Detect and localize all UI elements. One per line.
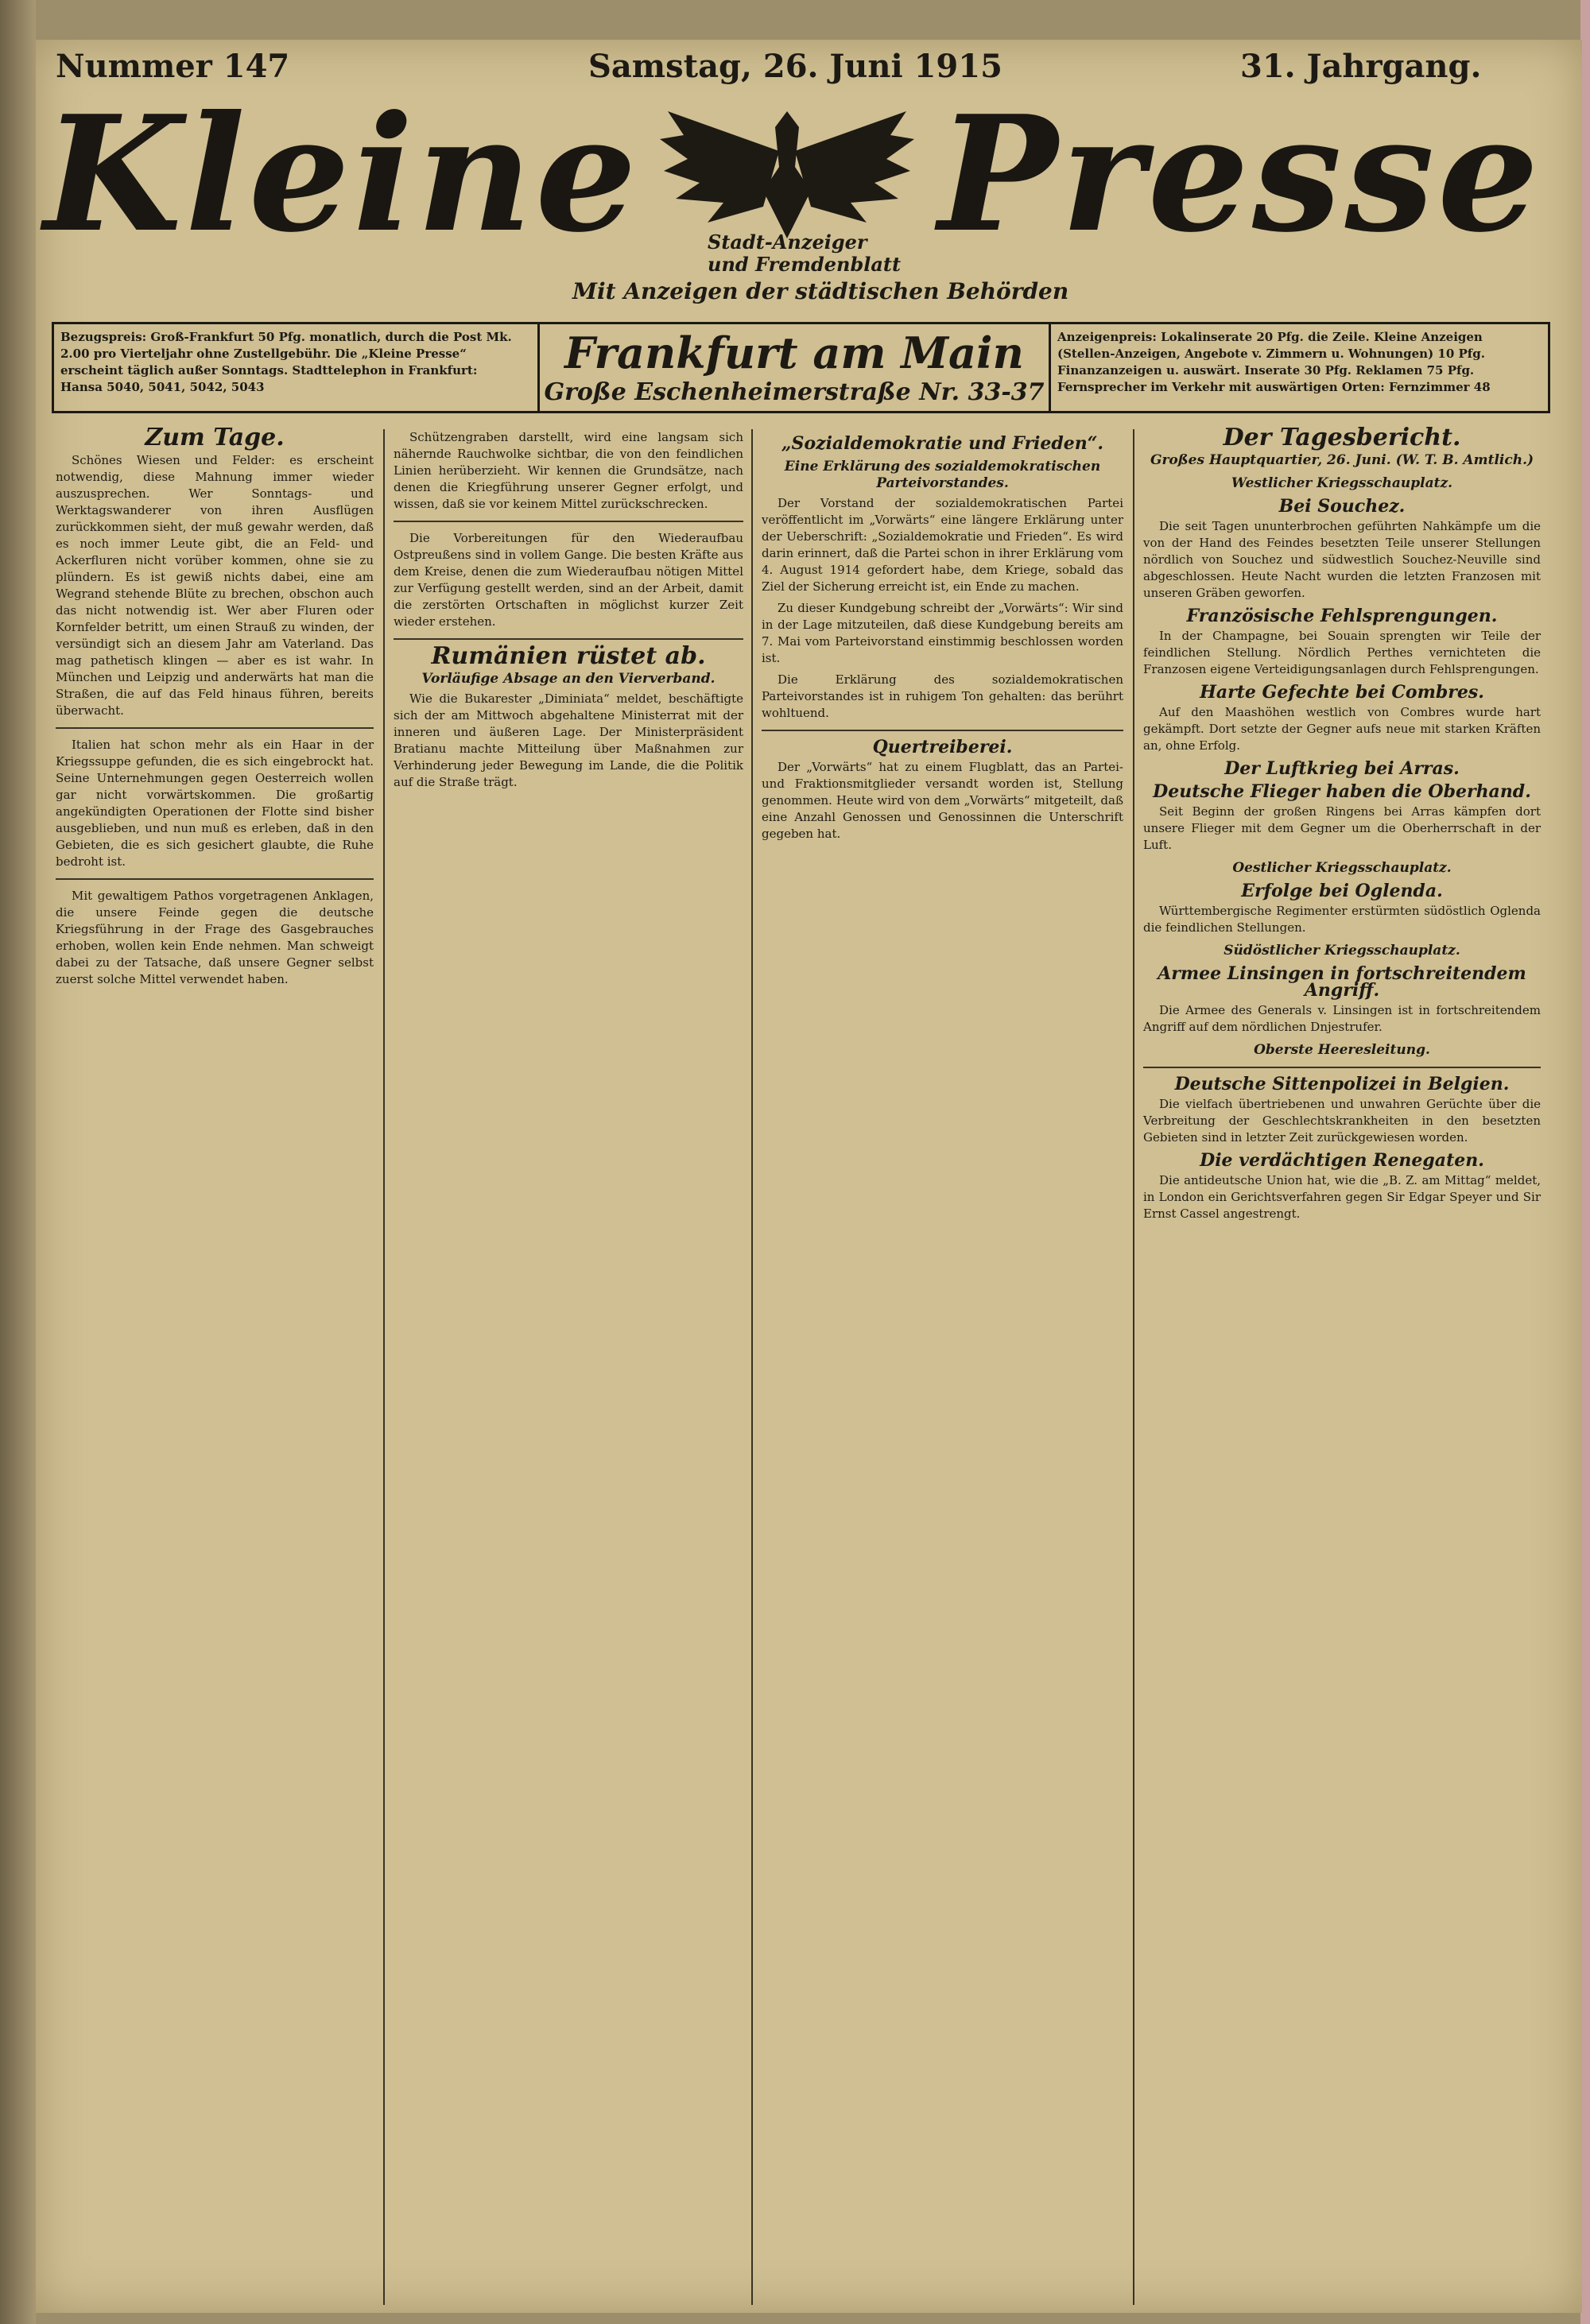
- article-paragraph: Der „Vorwärts“ hat zu einem Flugblatt, das an Partei- und Fraktionsmitglieder versandt worden ist, Stellung genommen. Heute wird von dem „Vorwärts“ mitgeteilt, daß eine Anzahl Genossen und Genossinnen die Unterschrift gegeben hat.: [762, 760, 1123, 841]
- divider: [1143, 1067, 1541, 1068]
- article-paragraph: Auf den Maashöhen westlich von Combres wurde hart gekämpft. Dort setzte der Gegner aufs neue mit starken Kräften an, ohne Erfolg.: [1143, 705, 1541, 753]
- article-subheading: Deutsche Flieger haben die Oberhand.: [1153, 781, 1531, 802]
- article-paragraph: Die antideutsche Union hat, wie die „B. Z. am Mittag“ meldet, in London ein Gerichtsverfahren gegen Sir Edgar Speyer und Sir Ernst Cassel angestrengt.: [1143, 1173, 1541, 1221]
- article-heading: „Sozialdemokratie und Frieden“.: [781, 433, 1104, 454]
- subtitle-stadt-anzeiger: Stadt-Anzeiger: [708, 230, 867, 254]
- title-left: Kleine: [44, 81, 640, 268]
- article-paragraph: Italien hat schon mehr als ein Haar in der Kriegssuppe gefunden, die es sich eingebrockt hat. Seine Unternehmungen gegen Oesterreich wollen gar nicht vorwärtskommen. Die großartig angekündigten Operationen der Flotte sind bisher ausgeblieben, und nun muß es erleben, daß in den Gebieten, die es sich gesichert glaubte, die Ruhe bedroht ist.: [56, 738, 374, 869]
- divider: [394, 638, 743, 640]
- scan-left-edge: [0, 0, 36, 2324]
- article-paragraph: Die Armee des Generals v. Linsingen ist in fortschreitendem Angriff auf dem nördlichen Dnjestrufer.: [1143, 1003, 1541, 1034]
- article-paragraph: Die seit Tagen ununterbrochen geführten Nahkämpfe um die von der Hand des Feindes besetzten Teile unserer Stellungen nördlich von Souchez und südwestlich Souchez-Neuville sind abgeschlossen. Heute Nacht wurden die letzten Franzosen mit unseren Gräben geworfen.: [1143, 519, 1541, 600]
- article-subheading: Harte Gefechte bei Combres.: [1200, 682, 1484, 703]
- office-address: Große Eschenheimerstraße Nr. 33-37: [544, 378, 1045, 406]
- article-heading: Die verdächtigen Renegaten.: [1200, 1150, 1484, 1171]
- article-paragraph: Schützengraben darstellt, wird eine langsam sich nähernde Rauchwolke sichtbar, die von den feindlichen Linien herüberzieht. Wir kennen die Grundsätze, nach denen die Kriegführung unserer Gegner erfolgt, und wissen, daß sie vor keinem Mittel zurückschrecken.: [394, 430, 743, 511]
- subscription-info: Bezugspreis: Groß-Frankfurt 50 Pfg. monatlich, durch die Post Mk. 2.00 pro Vierteljahr ohne Zustellgebühr. Die „Kleine Presse“ erscheint täglich außer Sonntags. Stadttelephon in Frankfurt: Hansa 5040, 5041, 5042, 5043: [60, 330, 512, 394]
- divider: [762, 730, 1123, 731]
- advertising-info: Anzeigenpreis: Lokalinserate 20 Pfg. die Zeile. Kleine Anzeigen (Stellen-Anzeigen, Angebote v. Zimmern u. Wohnungen) 10 Pfg. Finanzanzeigen u. auswärt. Inserate 30 Pfg. Reklamen 75 Pfg. Fernsprecher im Verkehr mit auswärtigen Orten: Fernzimmer 48: [1057, 330, 1491, 394]
- article-paragraph: Die vielfach übertriebenen und unwahren Gerüchte über die Verbreitung der Geschlechtskrankheiten in den besetzten Gebieten sind in letzter Zeit zurückgewiesen worden.: [1143, 1097, 1541, 1145]
- signature: Oberste Heeresleitung.: [1254, 1042, 1430, 1058]
- column-rule: [383, 429, 385, 2305]
- article-subheading: Erfolge bei Oglenda.: [1241, 881, 1443, 901]
- article-heading: Der Tagesbericht.: [1223, 424, 1461, 451]
- column-4: [1143, 424, 1541, 1227]
- article-paragraph: Der Vorstand der sozialdemokratischen Partei veröffentlicht im „Vorwärts“ eine längere Erklärung unter der Ueberschrift: „Sozialdemokratie und Frieden“. Es wird darin erinnert, daß die Partei schon in ihrer Erklärung vom 4. August 1914 gefordert habe, dem Kriege, sobald das Ziel der Sicherung erreicht ist, ein Ende zu machen.: [762, 496, 1123, 594]
- article-paragraph: In der Champagne, bei Souain sprengten wir Teile der feindlichen Stellung. Nördlich Perthes vernichteten die Franzosen eigene Verteidigungsanlagen durch Fehlsprengungen.: [1143, 629, 1541, 676]
- city-box: [537, 324, 1051, 411]
- article-heading: Quertreiberei.: [872, 737, 1013, 757]
- article-paragraph: Zu dieser Kundgebung schreibt der „Vorwärts“: Wir sind in der Lage mitzuteilen, daß diese Kundgebung bereits am 7. Mai vom Parteivorstand einstimmig beschlossen worden ist.: [762, 601, 1123, 665]
- divider: [56, 727, 374, 729]
- volume-number: 31. Jahrgang.: [1240, 48, 1482, 85]
- issue-number: Nummer 147: [56, 48, 290, 85]
- subtitle-behoerden: Mit Anzeigen der städtischen Behörden: [572, 278, 1069, 304]
- column-rule: [751, 429, 753, 2305]
- section-heading: Westlicher Kriegsschauplatz.: [1231, 475, 1453, 491]
- issue-date: Samstag, 26. Juni 1915: [588, 48, 1002, 85]
- divider: [394, 521, 743, 522]
- city-name: Frankfurt am Main: [564, 327, 1024, 378]
- dateline: Großes Hauptquartier, 26. Juni. (W. T. B. Amtlich.): [1150, 452, 1534, 468]
- article-heading: Deutsche Sittenpolizei in Belgien.: [1174, 1074, 1510, 1094]
- article-heading: Zum Tage.: [145, 424, 285, 451]
- info-bar: [52, 322, 1550, 413]
- section-heading: Südöstlicher Kriegsschauplatz.: [1224, 943, 1460, 959]
- column-2: [394, 429, 743, 796]
- article-paragraph: Die Erklärung des sozialdemokratischen Parteivorstandes ist in ruhigem Ton gehalten: das berührt wohltuend.: [762, 672, 1123, 720]
- article-paragraph: Schönes Wiesen und Felder: es erscheint notwendig, diese Mahnung immer wieder auszusprechen. Wer Sonntags- und Werktagswanderer von ihren Ausflügen zurückkommen sieht, der muß gewahr werden, daß es noch immer Leute gibt, die an Feld- und Ackerfluren nicht vorüber kommen, ohne sie zu plündern. Es ist gewiß nichts dabei, eine am Wegrand stehende Blüte zu brechen, obschon auch das nicht notwendig ist. Wer aber Fluren oder Kornfelder betritt, um einen Strauß zu winden, der versündigt sich an diesem Jahr am Vaterland. Das mag pathetisch klingen — aber es ist wahr. In München und Leipzig und anderwärts hat man die Straßen, die auf das Feld hinaus führen, bereits überwacht.: [56, 453, 374, 718]
- article-paragraph: Mit gewaltigem Pathos vorgetragenen Anklagen, die unsere Feinde gegen die deutsche Kriegsführung in der Frage des Gasgebrauches erhoben, wollen kein Ende nehmen. Man schweigt dabei zu der Tatsache, daß unsere Gegner selbst zuerst solche Mittel verwendet haben.: [56, 889, 374, 986]
- section-heading: Oestlicher Kriegsschauplatz.: [1232, 860, 1452, 876]
- title-right: Presse: [938, 81, 1542, 268]
- article-paragraph: Die Vorbereitungen für den Wiederaufbau Ostpreußens sind in vollem Gange. Die besten Kräfte aus dem Kreise, denen die zum Wiederaufbau nötigen Mittel zur Verfügung gestellt werden, sind an der Arbeit, damit die zerstörten Ortschaften in möglichst kurzer Zeit wieder erstehen.: [394, 531, 743, 629]
- column-1: [56, 424, 374, 993]
- divider: [56, 878, 374, 880]
- article-subheading: Armee Linsingen in fortschreitendem Angriff.: [1158, 963, 1526, 1001]
- article-subheading: Eine Erklärung des sozialdemokratischen Parteivorstandes.: [784, 459, 1101, 491]
- column-rule: [1133, 429, 1134, 2305]
- article-heading: Rumänien rüstet ab.: [431, 642, 706, 670]
- article-subheading: Bei Souchez.: [1278, 496, 1406, 517]
- column-3: [762, 429, 1123, 847]
- article-paragraph: Wie die Bukarester „Diminiata“ meldet, beschäftigte sich der am Mittwoch abgehaltene Ministerrat mit der inneren und äußeren Lage. Der Ministerpräsident Bratianu machte Mitteilung über Maßnahmen zur Verhinderung jeder Bewegung im Lande, die die Politik auf die Straße trägt.: [394, 691, 743, 789]
- article-subheading: Der Luftkrieg bei Arras.: [1224, 758, 1460, 779]
- article-paragraph: Württembergische Regimenter erstürmten südöstlich Oglenda die feindlichen Stellungen.: [1143, 904, 1541, 935]
- subtitle-fremdenblatt: und Fremdenblatt: [708, 253, 902, 276]
- article-subheading: Französische Fehlsprengungen.: [1186, 606, 1498, 626]
- article-subheading: Vorläufige Absage an den Vierverband.: [421, 671, 716, 687]
- article-paragraph: Seit Beginn der großen Ringens bei Arras kämpfen dort unsere Flieger mit dem Gegner um die Oberherrschaft in der Luft.: [1143, 804, 1541, 852]
